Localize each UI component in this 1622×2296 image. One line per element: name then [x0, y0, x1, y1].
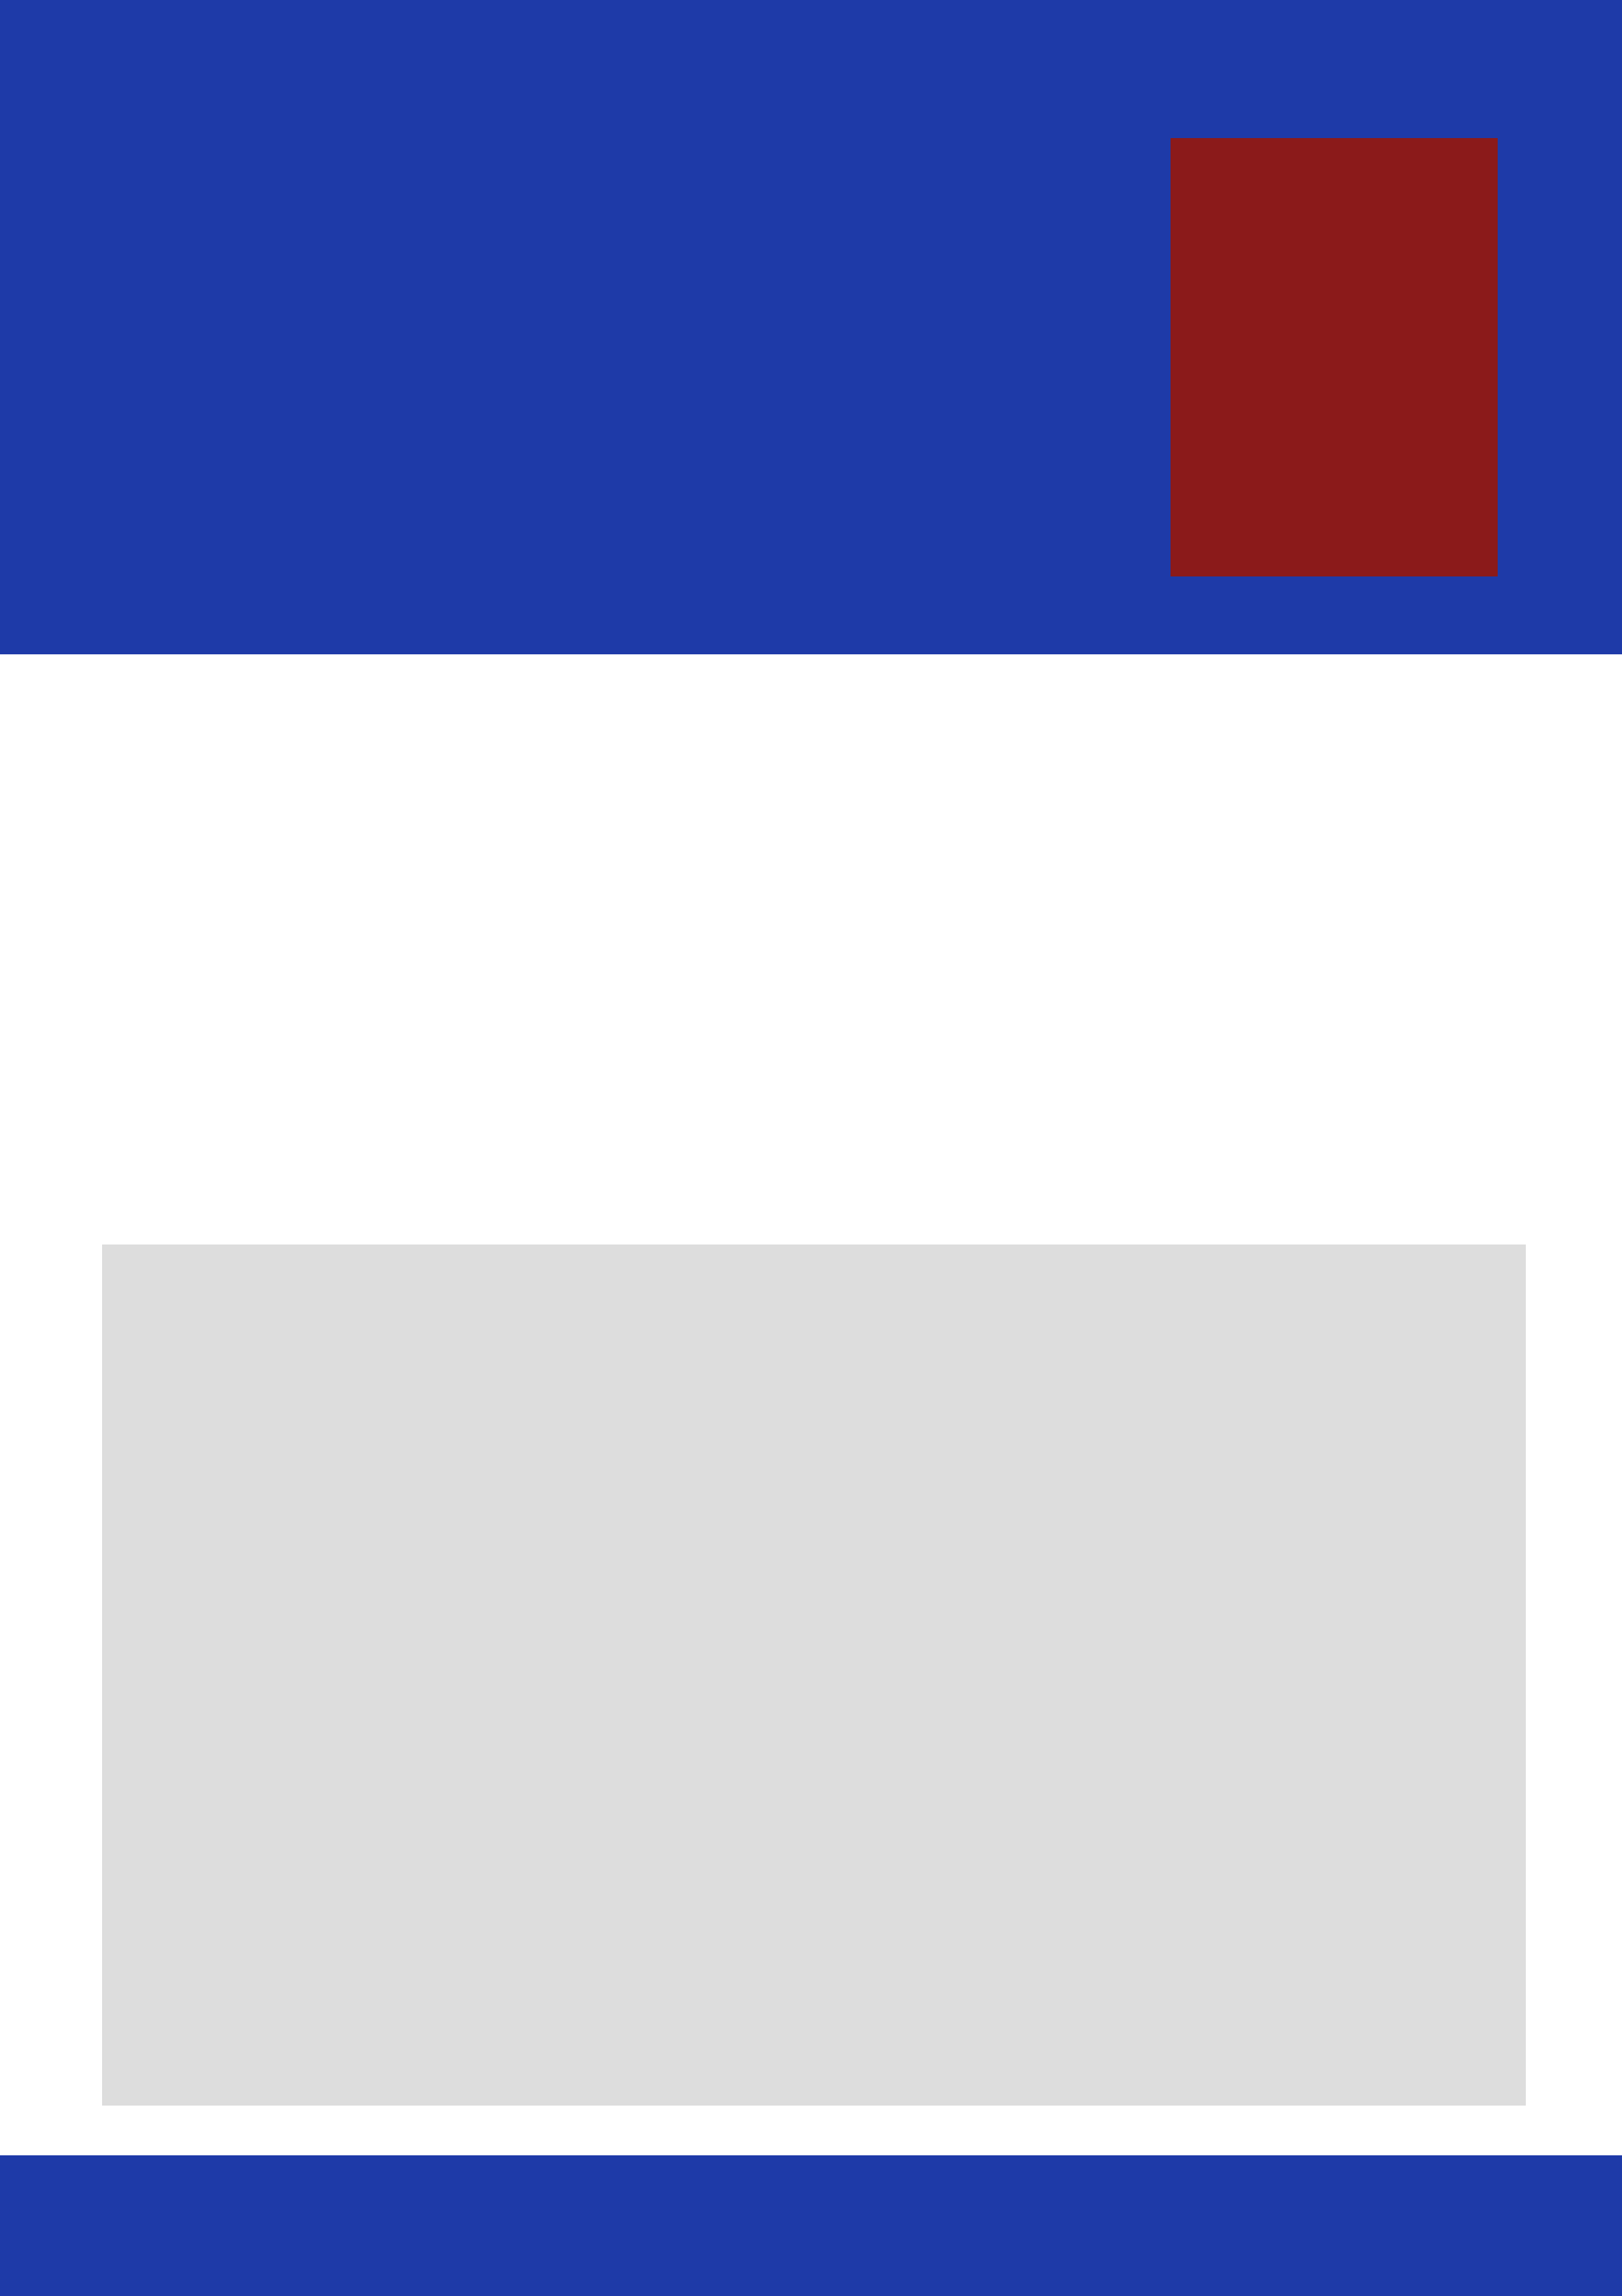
photo-grid — [102, 1245, 1526, 2106]
footer — [0, 2155, 1622, 2296]
director-photo — [1171, 138, 1498, 576]
